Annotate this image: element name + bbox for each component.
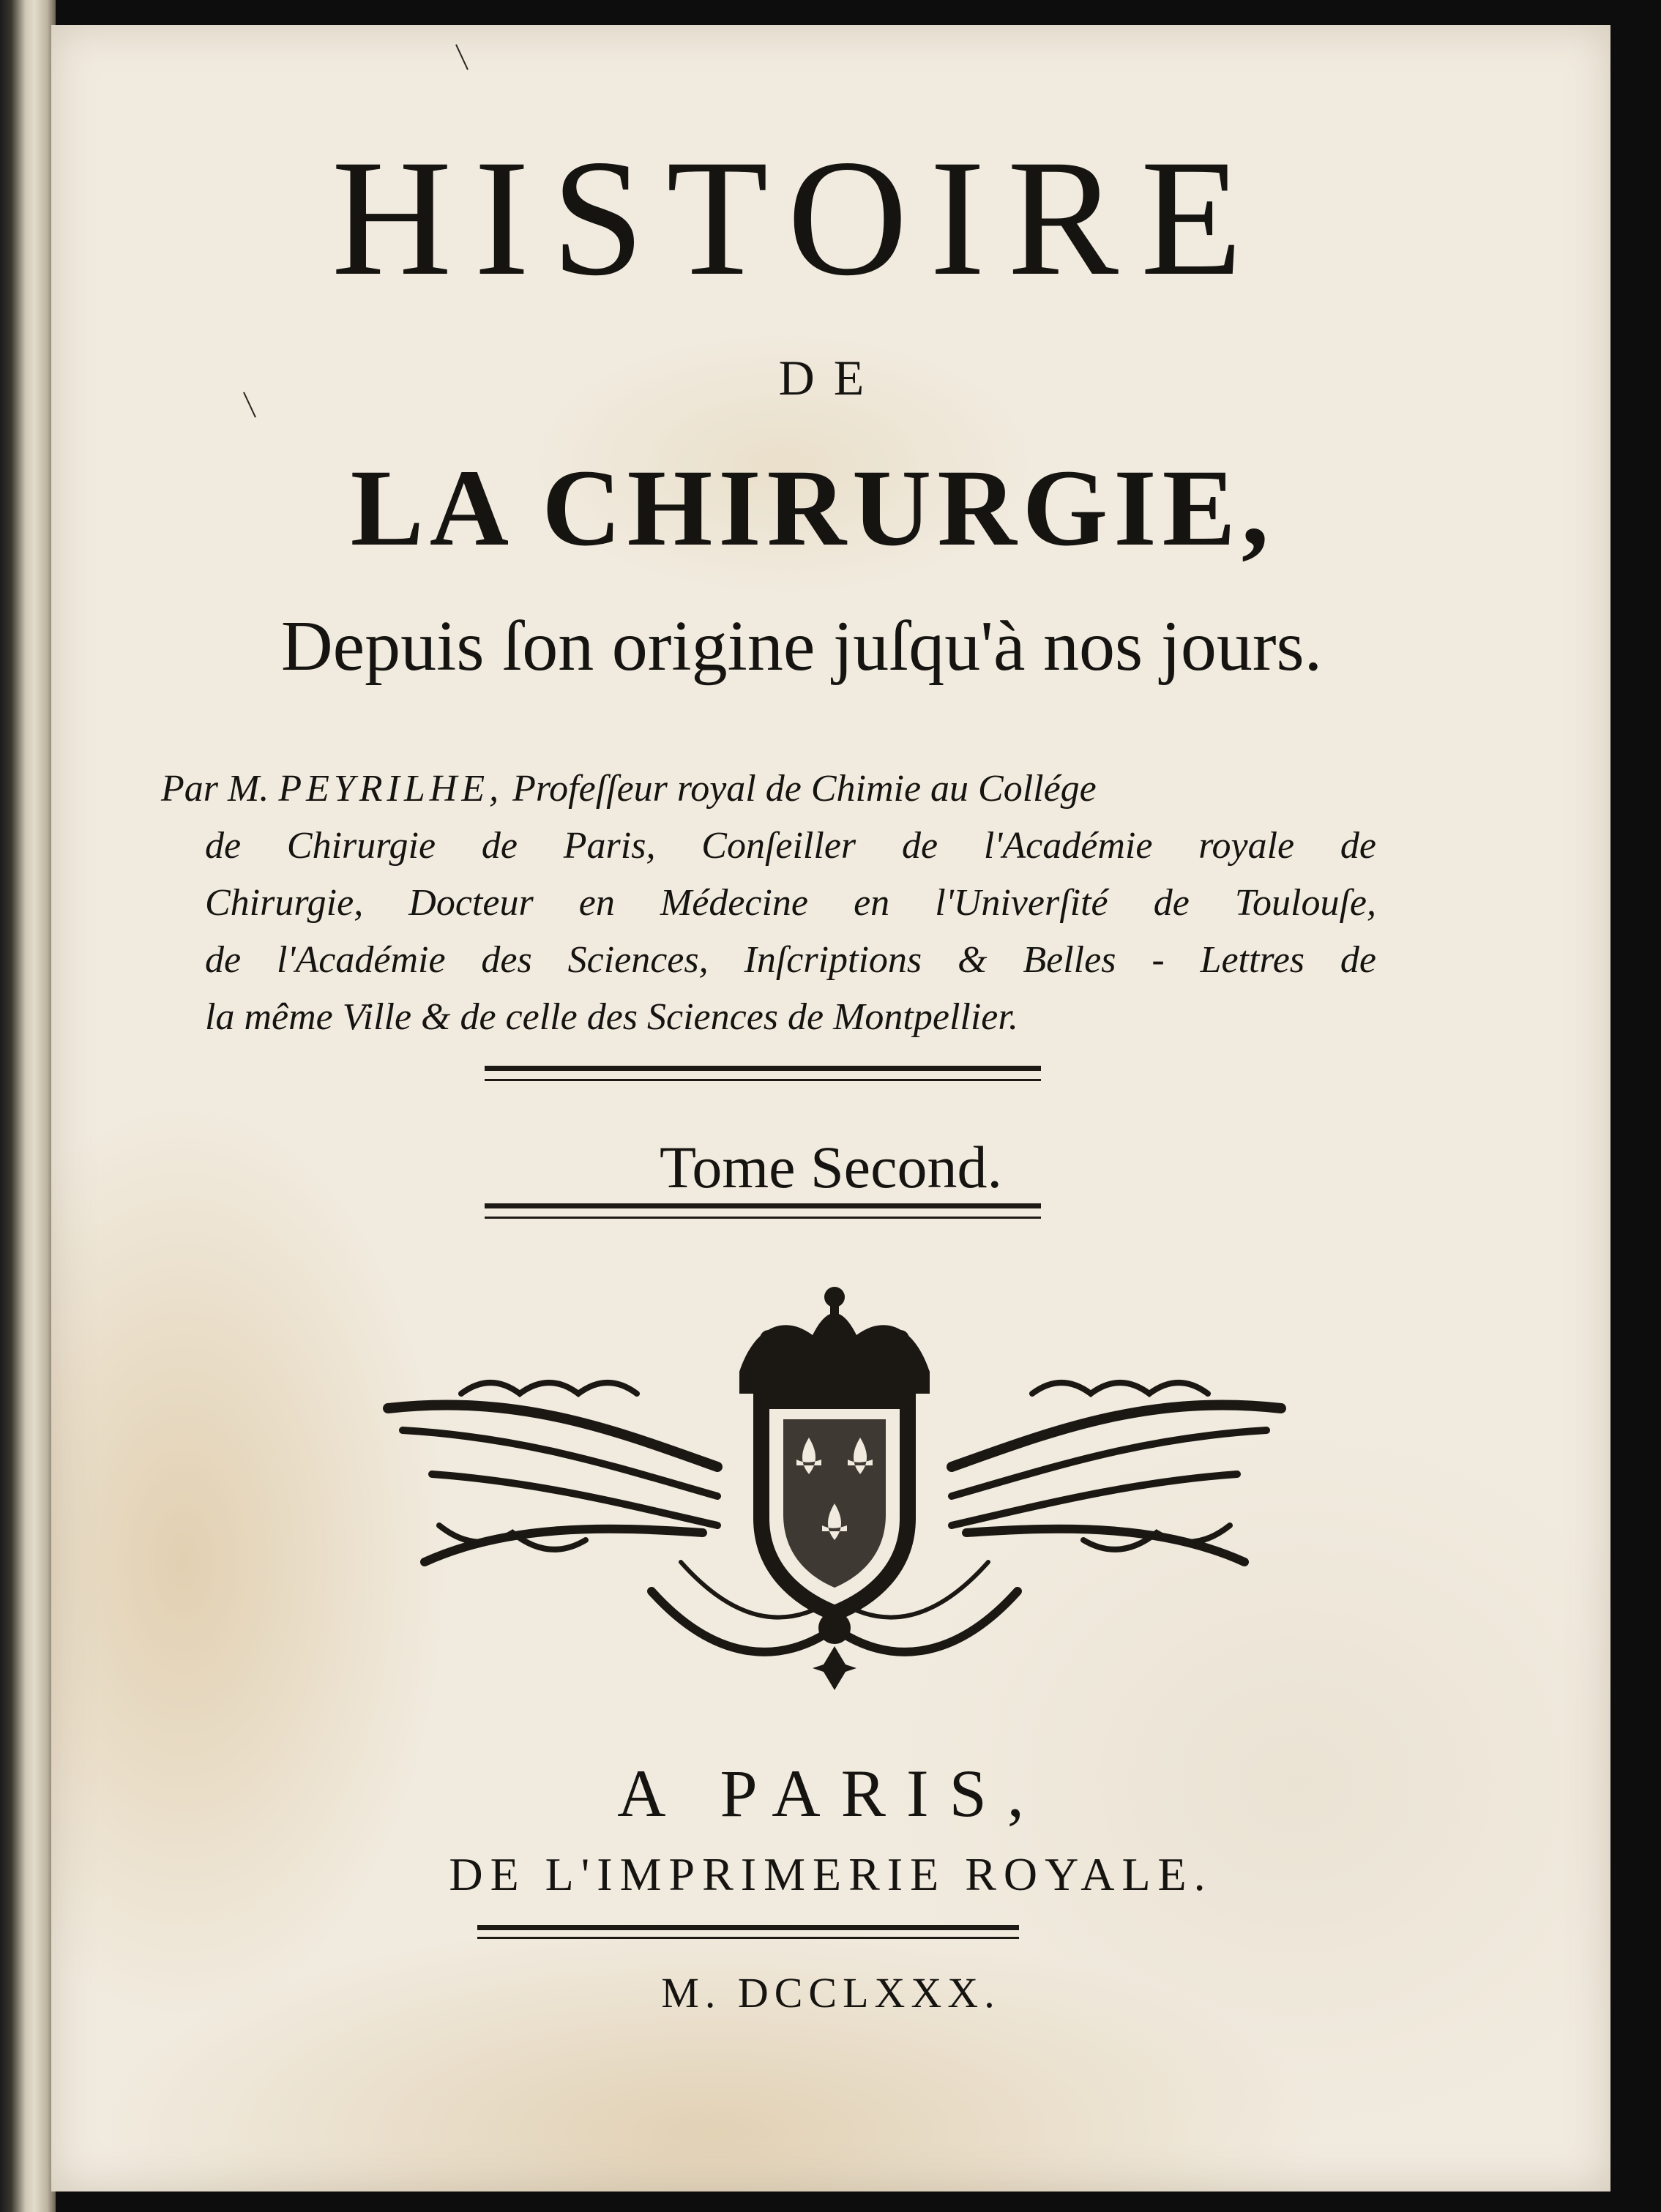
- title-connector: DE: [778, 350, 884, 406]
- title-main: HISTOIRE: [331, 126, 1265, 310]
- author-statement: [161, 761, 1376, 1046]
- rule-imprint-thick: [477, 1925, 1019, 1930]
- book-spine-edge: [0, 0, 56, 2212]
- author-line-2: de Chirurgie de Paris, Conſeiller de l'Académie royale de: [205, 825, 1376, 867]
- author-line-5: la même Ville & de celle des Sciences de Montpellier.: [205, 996, 1018, 1038]
- rule-bottom-thick: [485, 1203, 1041, 1208]
- author-line-4: de l'Académie des Sciences, Inſcriptions & Belles - Lettres de: [205, 939, 1376, 981]
- rule-top-thin: [485, 1079, 1041, 1081]
- author-name: PEYRILHE,: [278, 768, 504, 810]
- rule-bottom-thin: [485, 1217, 1041, 1219]
- pen-mark: [455, 44, 469, 70]
- title-page: [51, 25, 1610, 2192]
- volume-label: Tome Second.: [660, 1134, 1002, 1200]
- imprint-printer: DE L'IMPRIMERIE ROYALE.: [449, 1848, 1213, 1900]
- author-line-3: Chirurgie, Docteur en Médecine en l'Univerſité de Toulouſe,: [205, 882, 1376, 924]
- author-prefix: Par M.: [161, 768, 269, 810]
- title-subject: LA CHIRURGIE,: [350, 447, 1275, 569]
- imprint-place: A PARIS,: [617, 1756, 1045, 1831]
- rule-top-thick: [485, 1066, 1041, 1071]
- author-line-1: [161, 761, 1376, 818]
- royal-arms-fleur-de-lis-icon: [373, 1284, 1296, 1708]
- imprint-year: M. DCCLXXX.: [661, 1969, 1001, 2017]
- rule-imprint-thin: [477, 1937, 1019, 1939]
- subtitle: Depuis ſon origine juſqu'à nos jours.: [280, 607, 1323, 686]
- author-line-1-rest: Profeſſeur royal de Chimie au Collége: [512, 768, 1097, 810]
